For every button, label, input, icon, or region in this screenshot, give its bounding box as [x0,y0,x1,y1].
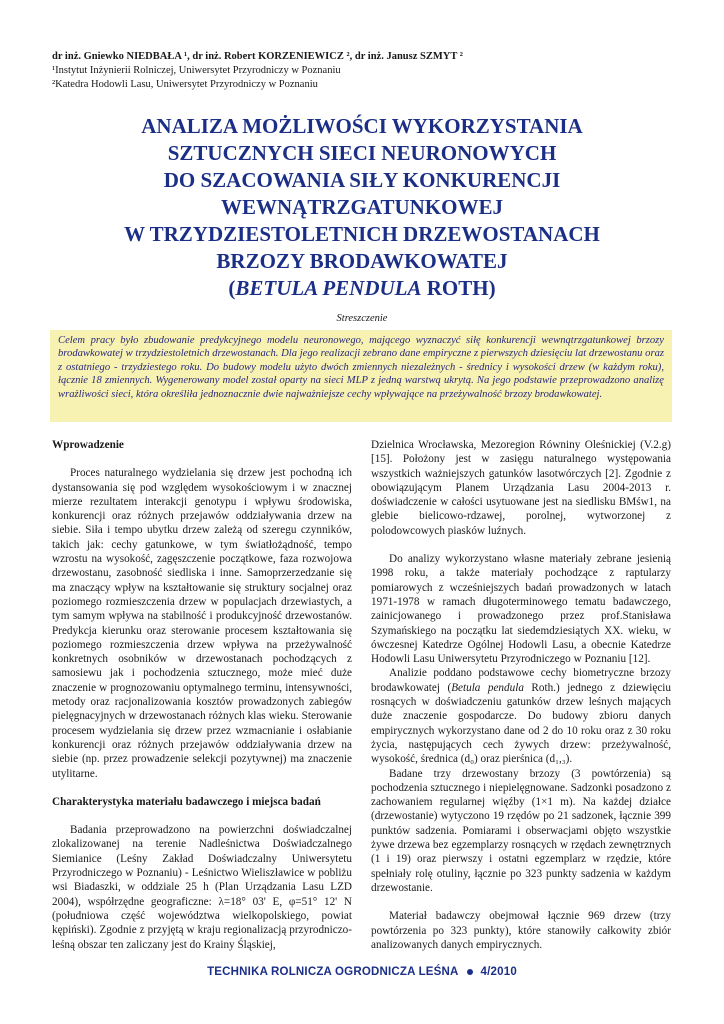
intro-paragraph: Proces naturalnego wydzielania się drzew jest pochodną ich dystansowania się pod względem wysokościowym i w znacznej mierze rezultatem interakcji genotypu i wpływu środowiska, konkurencji oraz różnych przejawów oddziaływania drzew na siebie. Siła i tempo ubytku drzew zależą od szeregu czynników, takich jak: cechy gatunkowe, w tym światłożądność, tempo wzrostu na wysokość, zagęszczenie początkowe, faza rozwojowa drzewostanu, zasobność siedliska i inne. Samoprzerzedzanie się ma znaczący wpływ na kształtowanie się struktury socjalnej oraz poziomego rozmieszczenia drzew w populacjach drzewiastych, a tym samym wpływa na stabilność i produkcyjność drzewostanów. Predykcja kierunku oraz sterowanie procesem kształtowania się poziomego rozmieszczenia drzew wpływa na przeżywalność konkretnych osobników w drzewostanach pochodzących z samosiewu jak i pochodzenia sztucznego, może mieć duże znaczenie w prognozowaniu optymalnego terminu, intensywności, metody oraz racjonalizowania kosztów prowadzonych zabiegów pielęgnacyjnych w drzewostanach różnych klas wieku. Sterowanie procesem wydzielania się drzew przez wzmacnianie i osłabianie konkurencji oraz różnych przejawów oddziaływania drzew na siebie (np. przez prowadzenie selekcji pozytywnej) ma znaczenie utylitarne. [52,467,352,780]
journal-issue: 4/2010 [480,966,517,978]
affiliation-1: ¹Instytut Inżynierii Rolniczej, Uniwersytet Przyrodniczy w Poznaniu [52,65,341,76]
text-run: Roth.) jednego z dziewięciu rosnących w doświadczeniu gatunków drzew leśnych mających duże znaczenie gospodarcze. Do budowy zbioru danych empirycznych wykorzystano dane od 2 do 10 roku oraz z 30 roku życia, następujących cech żywych drzew: przeżywalność, wysokość, średnica (d₀) oraz pierśnica (d₁,₃). [371,681,671,766]
text-run: Analizie poddano podstawowe cechy biometryczne brzozy brodawkowatej ( [371,667,671,694]
title-line: W TRZYDZIESTOLETNICH DRZEWOSTANACH [124,222,600,246]
bullet-dot-icon [467,969,473,975]
title-line [60,275,664,302]
title-author-suffix: ROTH) [421,276,496,300]
body-paragraph: Do analizy wykorzystano własne materiały zebrane jesienią 1998 roku, a także materiały pochodzące z raptularzy pomiarowych z wcześniejszych badań prowadzonych w latach 1971-1978 w ramach długoterminowego tematu badawczego, zainicjowanego i prowadzonego przez prof.Stanisława Szymańskiego na początku lat siedemdziesiątych XX. wieku, w ówczesnej Katedrze Ogólnej Hodowli Lasu, a obecnie Katedrze Hodowli Lasu Uniwersytetu Przyrodniczego w Poznaniu [12]. [371,553,671,666]
species-name: Betula pendula [451,681,524,694]
body-paragraph [371,666,671,766]
title-line: DO SZACOWANIA SIŁY KONKURENCJI [163,168,561,192]
title-line: SZTUCZNYCH SIECI NEURONOWYCH [167,141,557,165]
title-paren-open: ( [228,276,236,300]
abstract-box: Celem pracy było zbudowanie predykcyjnego modelu neuronowego, mającego wyznaczyć siłę konkurencji wewnątrzgatunkowej brzozy brodawkowatej w trzydziestoletnich drzewostanach. Dla jego realizacji zebrano dane empiryczne z pierwszych dziesięciu lat drzewostanu oraz z ostatniego - trzydziestego roku. Do budowy modelu użyto dwóch zmiennych niezależnych - średnicy i wysokości drzew (w każdym roku), łącznie 18 zmiennych. Wygenerowany model został oparty na sieci MLP z jedną warstwą ukrytą. Na jego podstawie przeprowadzono analizę wrażliwości sieci, która określiła jednoznacznie dwie najważniejsze cechy wpływające na przeżywalność brzozy brodawkowatej. [50,330,672,422]
title-species-name: BETULA PENDULA [235,276,422,300]
affiliation-2: ²Katedra Hodowli Lasu, Uniwersytet Przyrodniczy w Poznaniu [52,79,318,90]
title-line: ANALIZA MOŻLIWOŚCI WYKORZYSTANIA [141,114,583,138]
body-paragraph: Badane trzy drzewostany brzozy (3 powtórzenia) są pochodzenia sztucznego i niepielęgnowane. Sadzonki posadzono z zachowaniem regularnej więźby (1×1 m). Na każdej działce (drzewostanie) wytyczono 19 rzędów po 21 sadzonek, łącznie 399 punktów sadzenia. Pomiarami i obserwacjami objęto wszystkie żywe drzewa bez egzemplarzy rosnących w rzędach zewnętrznych (1 i 19) oraz pierwszy i ostatni egzemplarz w rzędzie, które spełniały rolę otuliny, łącznie po 323 punkty sadzenia w każdym drzewostanie. [371,767,671,894]
right-column [371,438,671,952]
body-paragraph: Materiał badawczy obejmował łącznie 969 drzew (trzy powtórzenia po 323 punkty), które stanowiły całkowity zbiór analizowanych danych empirycznych. [371,910,671,951]
left-column [52,438,352,952]
section-heading-intro: Wprowadzenie [52,439,124,451]
title-line: BRZOZY BRODAWKOWATEJ [216,249,508,273]
body-paragraph: Dzielnica Wrocławska, Mezoregion Równiny Oleśnickiej (V.2.g) [15]. Położony jest w zasięgu naturalnego występowania wszystkich ważniejszych gatunków lasotwórczych [2]. Zgodnie z obowiązującym Planem Urządzania Lasu 2004-2013 r. doświadczenie w całości usytuowane jest na siedlisku BMśw1, na glebie bielicowo-rdzawej, porolnej, wytworzonej z polodowcowych piasków luźnych. [371,439,671,537]
paper-title [60,113,664,302]
author-line: dr inż. Gniewko NIEDBAŁA ¹, dr inż. Robert KORZENIEWICZ ², dr inż. Janusz SZMYT ² [52,51,463,62]
journal-footer [0,966,724,978]
abstract-label: Streszczenie [336,313,388,324]
material-paragraph: Badania przeprowadzono na powierzchni doświadczalnej zlokalizowanej na terenie Nadleśnictwa Doświadczalnego Siemianice (Leśny Zakład Doświadczalny Uniwersytetu Przyrodniczego w Poznaniu) - Leśnictwo Wieliszławice w pobliżu wsi Biadaszki, w oddziale 25 h (Plan Urządzania Lasu LZD 2004), współrzędne geograficzne: λ=18° 03' E, φ=51° 12' N (południowa część województwa wielkopolskiego, powiat kępiński). Zgodnie z przyjętą w kraju regionalizacją przyrodniczo-leśną obszar ten zaliczany jest do Krainy Śląskiej, [52,824,352,951]
section-heading-material: Charakterystyka materiału badawczego i miejsca badań [52,795,321,808]
title-line: WEWNĄTRZGATUNKOWEJ [221,195,503,219]
journal-name: TECHNIKA ROLNICZA OGRODNICZA LEŚNA [207,966,459,978]
